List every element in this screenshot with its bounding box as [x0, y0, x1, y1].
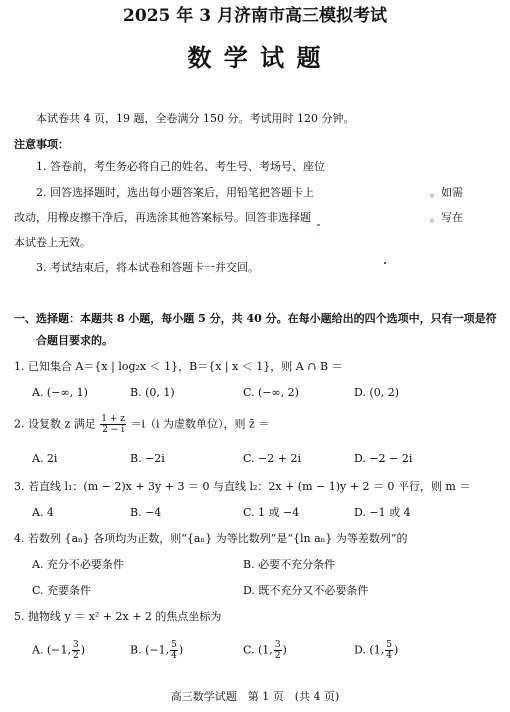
q4-option-c: C. 充要条件	[32, 584, 92, 597]
q2-option-a: A. 2i	[32, 452, 58, 465]
question-3-stem: 3. 若直线 l₁：(m − 2)x + 3y + 3 ＝ 0 与直线 l₂：2x + (m − 1)y + 2 ＝ 0 平行，则 m ＝	[14, 480, 471, 493]
q5-d-den: 4	[386, 651, 392, 661]
section-1-line-2: 合题目要求的。	[36, 334, 113, 347]
intro-text: 本试卷共 4 页，19 题，全卷满分 150 分。考试用时 120 分钟。	[36, 112, 355, 125]
q5-c-frac	[274, 640, 282, 661]
question-5-stem: 5. 抛物线 y ＝ x² + 2x + 2 的焦点坐标为	[14, 610, 222, 623]
question-4-stem: 4. 若数列 {aₙ} 各项均为正数，则“{aₙ} 为等比数列”是“{ln aₙ} 为等差数列”的	[14, 532, 408, 545]
q5-a-den: 2	[72, 651, 79, 661]
q5-b-pre: B. (−1,	[130, 643, 170, 657]
section-1-line-1: 一、选择题：本题共 8 小题，每小题 5 分，共 40 分。在每小题给出的四个选项中，只有一项是符	[14, 312, 497, 325]
q5-d-pre: D. (1,	[354, 643, 385, 657]
q2-fraction-den: 2 − i	[102, 425, 125, 435]
q3-option-b: B. −4	[130, 506, 162, 519]
note-1: 1. 答卷前，考生务必将自己的姓名、考生号、考场号、座位	[36, 160, 325, 173]
scan-speck	[384, 262, 386, 264]
q5-option-c	[243, 640, 287, 661]
q1-option-c: C. (−∞, 2)	[243, 386, 299, 399]
q5-b-num: 5	[171, 640, 177, 650]
note-3: 3. 考试结束后，将本试卷和答题卡一并交回。	[36, 261, 259, 274]
q5-b-frac	[170, 640, 178, 661]
q2-fraction-num: 1 + z	[101, 414, 126, 424]
q2-stem-b: ＝i（i 为虚数单位），则 z̄ ＝	[130, 417, 270, 431]
page-footer: 高三数学试题 第 1 页 (共 4 页)	[170, 690, 340, 703]
note-2-line-1: 2. 回答选择题时，选出每小题答案后，用铅笔把答题卡上	[36, 186, 314, 199]
scan-speck-blue	[317, 224, 320, 226]
q2-option-c: C. −2 + 2i	[243, 452, 301, 465]
q5-a-num: 3	[72, 640, 79, 650]
subject-title: 数 学 试 题	[187, 43, 323, 72]
q5-option-b	[130, 640, 183, 661]
q5-c-post: )	[282, 643, 287, 657]
q5-d-num: 5	[386, 640, 392, 650]
q1-option-b: B. (0, 1)	[130, 386, 175, 399]
q4-option-d: D. 既不充分又不必要条件	[243, 584, 369, 597]
q4-option-b: B. 必要不充分条件	[243, 558, 336, 571]
q5-a-frac	[72, 640, 80, 661]
q5-option-d	[354, 640, 398, 661]
question-1-stem: 1. 已知集合 A＝{x | log₂x ＜ 1}，B＝{x | x ＜ 1}，则 A ∩ B ＝	[14, 360, 343, 373]
note-2-line-1-tail: 。如需	[430, 186, 463, 199]
q5-d-post: )	[393, 643, 399, 657]
q5-c-pre: C. (1,	[243, 643, 273, 657]
q4-option-a: A. 充分不必要条件	[32, 558, 124, 571]
q2-option-b: B. −2i	[130, 452, 165, 465]
q5-b-post: )	[178, 643, 184, 657]
q3-option-a: A. 4	[32, 506, 54, 519]
q1-option-d: D. (0, 2)	[354, 386, 399, 399]
q3-option-c: C. 1 或 −4	[243, 506, 300, 519]
q5-c-den: 2	[274, 651, 281, 661]
q2-option-d: D. −2 − 2i	[354, 452, 413, 465]
q5-a-post: )	[80, 643, 85, 657]
exam-title: 2025 年 3 月济南市高三模拟考试	[123, 6, 387, 26]
note-2-line-3: 本试卷上无效。	[14, 236, 91, 249]
q5-option-a	[32, 640, 85, 661]
q5-c-num: 3	[274, 640, 281, 650]
q3-option-d: D. −1 或 4	[354, 506, 411, 519]
q2-stem-a: 2. 设复数 z 满足	[14, 417, 96, 431]
q5-d-frac	[385, 640, 393, 661]
note-2-line-2: 改动，用橡皮擦干净后，再选涂其他答案标号。回答非选择题	[14, 211, 311, 224]
note-2-line-2-tail: 。写在	[430, 211, 463, 224]
q5-a-pre: A. (−1,	[32, 643, 71, 657]
question-2-stem	[14, 414, 269, 435]
q1-option-a: A. (−∞, 1)	[32, 386, 88, 399]
notes-heading: 注意事项：	[14, 138, 69, 151]
q2-fraction	[100, 414, 126, 435]
q5-b-den: 4	[171, 651, 177, 661]
